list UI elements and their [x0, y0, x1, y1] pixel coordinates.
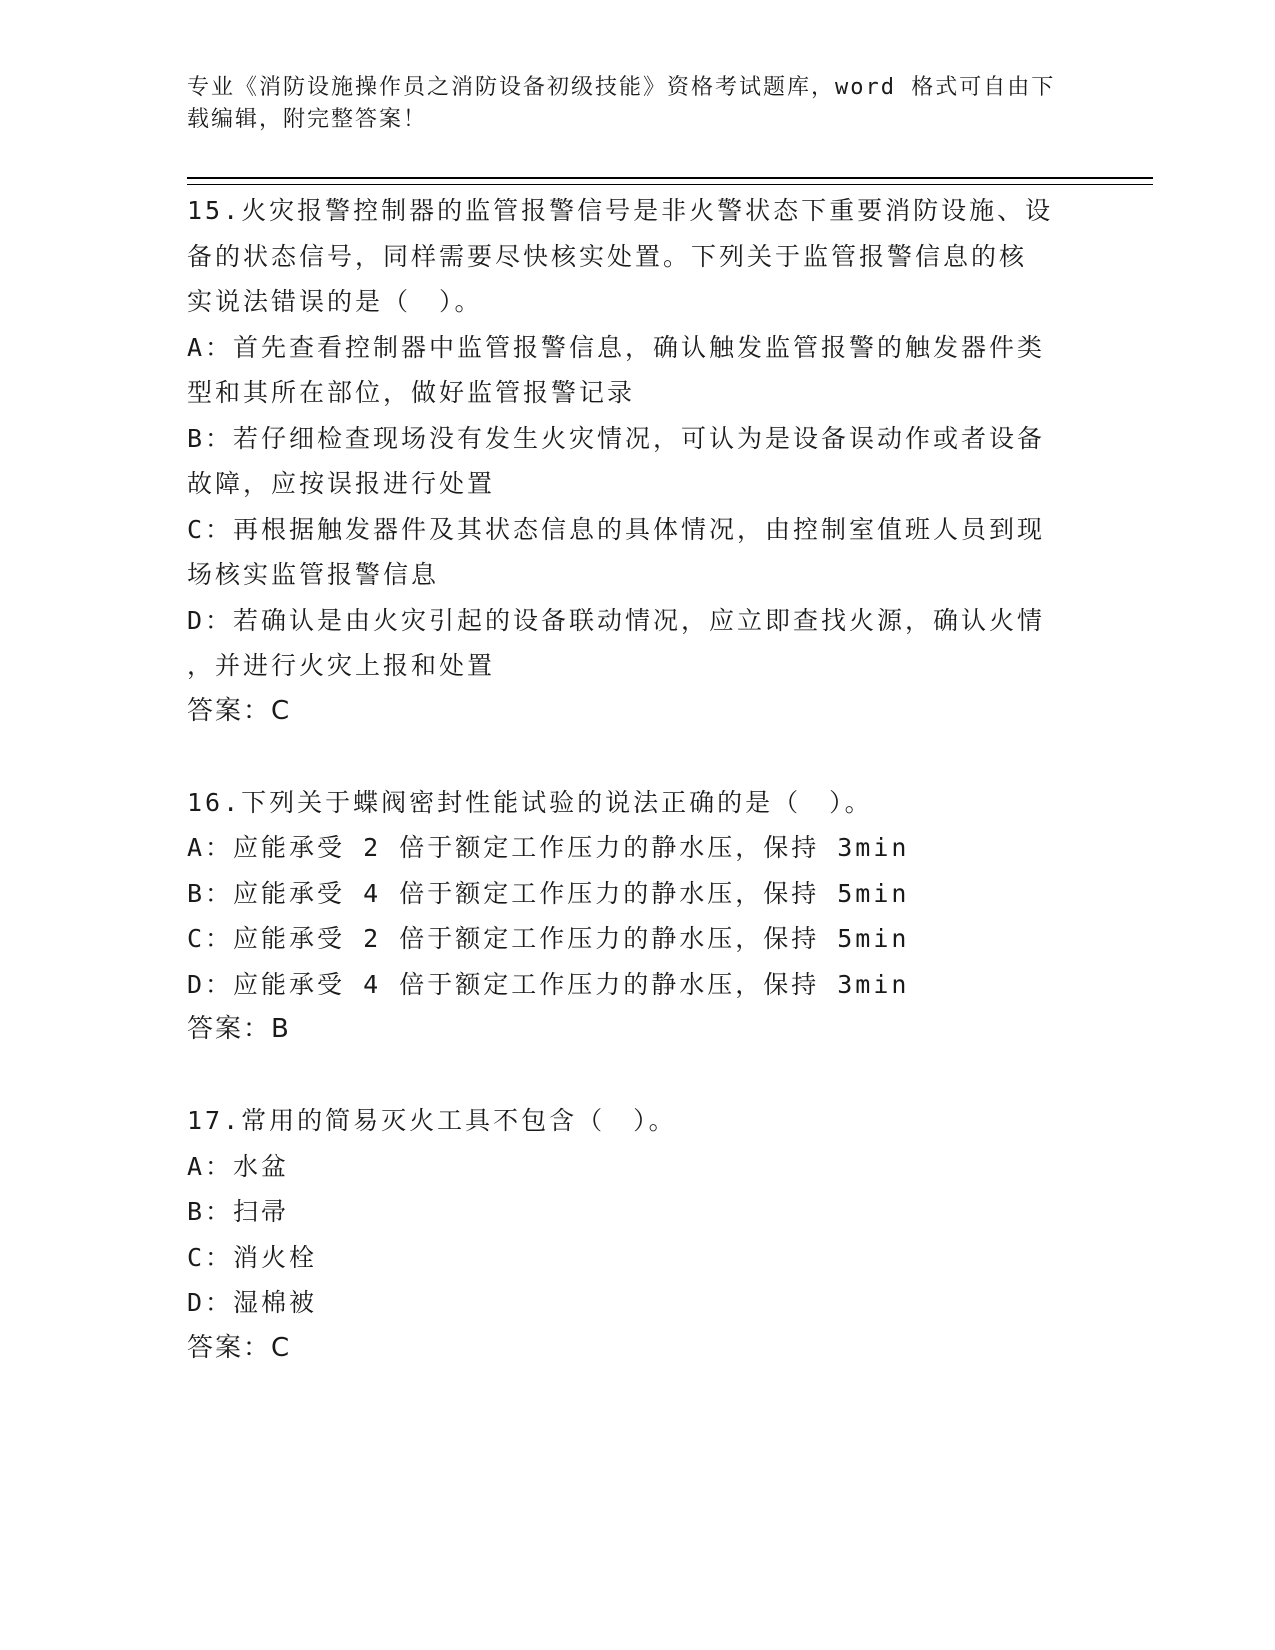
option-c-line: C：再根据触发器件及其状态信息的具体情况，由控制室值班人员到现: [187, 514, 1046, 544]
option-a-line: A：首先查看控制器中监管报警信息，确认触发监管报警的触发器件类: [187, 332, 1046, 362]
answer-label: 答案：C: [187, 1332, 292, 1363]
option-c-line: C：应能承受 2 倍于额定工作压力的静水压，保持 5min: [187, 924, 910, 953]
option-b-line: 故障，应按误报进行处置: [187, 469, 496, 498]
option-b-line: B：应能承受 4 倍于额定工作压力的静水压，保持 5min: [187, 878, 910, 908]
option-d-line: D：湿棉被: [187, 1288, 318, 1317]
question-list: [187, 188, 1087, 1417]
option-a-line: 型和其所在部位，做好监管报警记录: [187, 378, 636, 407]
option-b-line: B：扫帚: [187, 1197, 290, 1226]
question-stem-line: 备的状态信号，同样需要尽快核实处置。下列关于监管报警信息的核: [187, 241, 1028, 271]
option-a-line: A：水盆: [187, 1151, 290, 1181]
header-line-2: 载编辑，附完整答案！: [187, 107, 428, 132]
answer-label: 答案：B: [187, 1014, 291, 1044]
question-stem-line: 15.火灾报警控制器的监管报警信号是非火警状态下重要消防设施、设: [187, 196, 1054, 225]
question-16: [187, 780, 1087, 1053]
option-d-line: D：若确认是由火灾引起的设备联动情况，应立即查找火源，确认火情: [187, 605, 1046, 635]
answer-label: 答案：C: [187, 695, 292, 726]
question-15: [187, 188, 1087, 734]
question-stem-line: 16.下列关于蝶阀密封性能试验的说法正确的是（ ）。: [187, 787, 873, 817]
document-header: [187, 72, 1077, 136]
option-c-line: 场核实监管报警信息: [187, 560, 440, 589]
option-b-line: B：若仔细检查现场没有发生火灾情况，可认为是设备误动作或者设备: [187, 423, 1046, 453]
option-d-line: D：应能承受 4 倍于额定工作压力的静水压，保持 3min: [187, 969, 910, 999]
option-d-line: ，并进行火灾上报和处置: [187, 651, 496, 680]
question-stem-line: 实说法错误的是（ ）。: [187, 287, 483, 316]
question-17: [187, 1098, 1087, 1371]
option-c-line: C：消火栓: [187, 1242, 318, 1272]
header-divider: [187, 177, 1153, 185]
header-line-1: 专业《消防设施操作员之消防设备初级技能》资格考试题库，word 格式可自由下: [187, 75, 1056, 100]
question-stem-line: 17.常用的简易灭火工具不包含（ ）。: [187, 1106, 677, 1135]
option-a-line: A：应能承受 2 倍于额定工作压力的静水压，保持 3min: [187, 833, 910, 862]
